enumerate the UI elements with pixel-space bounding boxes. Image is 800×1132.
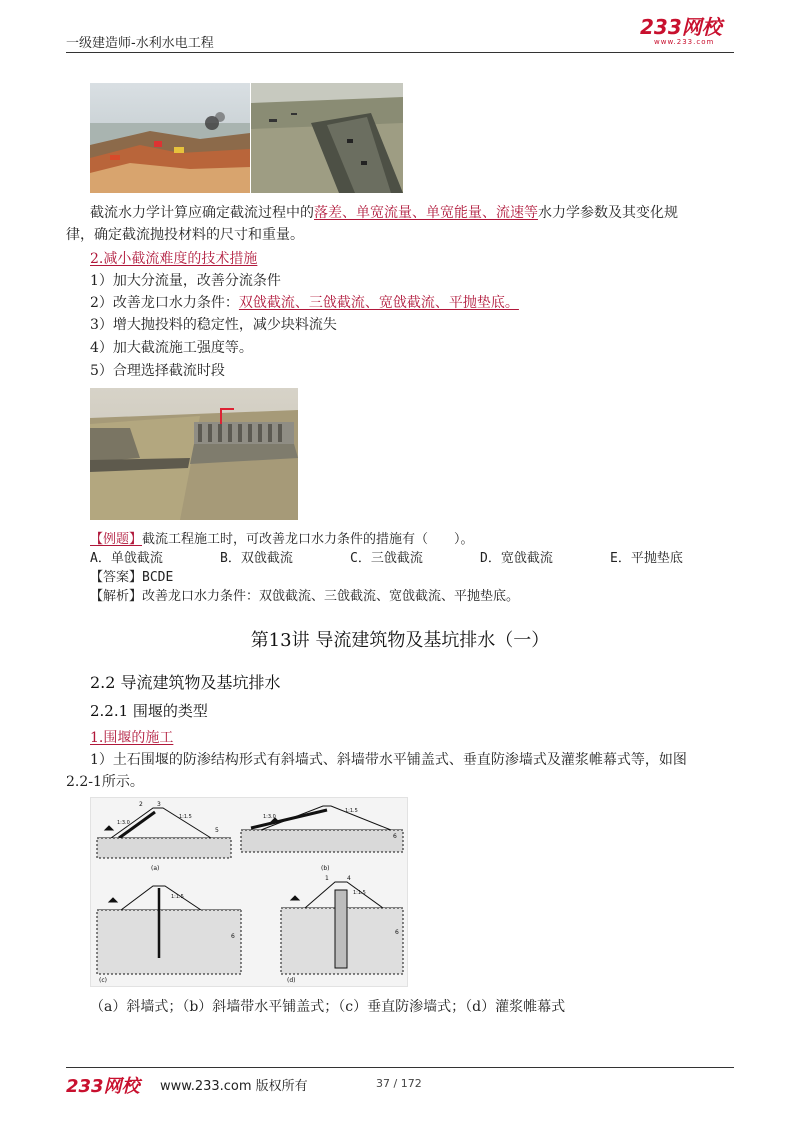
measure-item-2-label: 2）改善龙口水力条件： [90, 295, 239, 311]
example-analysis: 【解析】改善龙口水力条件：双戗截流、三戗截流、宽戗截流、平抛垫底。 [90, 589, 520, 604]
measures-subheading: 2.减小截流难度的技术措施 [90, 251, 258, 267]
example-option-a: A．单戗截流 [90, 551, 163, 566]
example-option-d: D．宽戗截流 [480, 551, 553, 566]
measure-item-2-highlight: 双戗截流、三戗截流、宽戗截流、平抛垫底。 [238, 295, 519, 311]
hydraulic-paragraph-line1 [90, 202, 750, 224]
footer-logo: 233网校 [66, 1076, 140, 1097]
diagram-label-a: (a) [151, 865, 160, 872]
example-option-e: E．平抛垫底 [610, 551, 683, 566]
figure-caption: （a）斜墙式；（b）斜墙带水平铺盖式；（c）垂直防渗墙式；（d）灌浆帷幕式 [90, 999, 566, 1015]
section-heading-2-2-1: 2.2.1 围堰的类型 [90, 702, 208, 720]
hydraulic-text-suffix: 水力学参数及其变化规 [538, 205, 678, 221]
diagram-label-n4: 4 [347, 875, 351, 882]
footer-rule [66, 1067, 734, 1068]
cofferdam-diagram [90, 797, 408, 987]
diagram-b [241, 806, 403, 852]
measure-item-5: 5）合理选择截流时段 [90, 363, 225, 379]
header-logo-text: 233网校 [640, 15, 722, 39]
closure-photo-left [90, 83, 250, 193]
diagram-a [97, 808, 231, 858]
hydraulic-highlight: 落差、单宽流量、单宽能量、流速等 [314, 205, 538, 221]
measure-item-1: 1）加大分流量，改善分流条件 [90, 273, 281, 289]
section-heading-2-2: 2.2 导流建筑物及基坑排水 [90, 673, 281, 692]
cofferdam-subheading: 1.围堰的施工 [90, 730, 174, 746]
footer-copyright: www.233.com 版权所有 [160, 1079, 308, 1094]
diagram-label-n3: 3 [157, 801, 161, 808]
example-answer: 【答案】BCDE [90, 570, 174, 585]
diagram-slope-a2: 1:1.5 [179, 814, 192, 820]
header-rule [66, 52, 734, 53]
header-logo-url: www.233.com [654, 38, 715, 46]
cofferdam-paragraph-line1: 1）土石围堰的防渗结构形式有斜墙式、斜墙带水平铺盖式、垂直防渗墙式及灌浆帷幕式等，如图 [90, 752, 687, 768]
example-label: 【例题】 [90, 532, 143, 547]
dam-aerial-photo [90, 388, 298, 520]
measure-item-3: 3）增大抛投料的稳定性，减少块料流失 [90, 317, 337, 333]
measure-item-2 [90, 292, 519, 314]
page-number: 37 / 172 [376, 1077, 422, 1090]
example-option-c: C．三戗截流 [350, 551, 423, 566]
diagram-label-c: (c) [99, 977, 107, 984]
measure-item-4: 4）加大截流施工强度等。 [90, 340, 253, 356]
lecture-title: 第13讲 导流建筑物及基坑排水（一） [250, 630, 550, 651]
diagram-d [281, 882, 403, 974]
diagram-label-n2: 2 [139, 801, 143, 808]
example-question-line [90, 528, 474, 547]
diagram-slope-b2: 1:1.5 [345, 808, 358, 814]
diagram-label-n6: 6 [393, 833, 397, 840]
diagram-slope-b: 1:3.0 [263, 814, 276, 820]
diagram-label-n6d: 6 [395, 929, 399, 936]
cofferdam-paragraph-line2: 2.2-1所示。 [66, 774, 144, 790]
hydraulic-paragraph-line2: 律，确定截流抛投材料的尺寸和重量。 [66, 227, 304, 243]
example-option-b: B．双戗截流 [220, 551, 293, 566]
diagram-label-d: (d) [287, 977, 296, 984]
header-logo [640, 16, 740, 50]
diagram-label-n5: 5 [215, 827, 219, 834]
diagram-c [97, 886, 241, 974]
diagram-label-n6c: 6 [231, 933, 235, 940]
header-title: 一级建造师-水利水电工程 [66, 36, 214, 51]
diagram-slope-a: 1:3.0 [117, 820, 130, 826]
diagram-slope-d: 1:1.5 [353, 890, 366, 896]
closure-photo-right [251, 83, 403, 193]
diagram-label-b: (b) [321, 865, 330, 872]
diagram-label-n1: 1 [325, 875, 329, 882]
hydraulic-text-prefix: 截流水力学计算应确定截流过程中的 [90, 205, 314, 221]
diagram-slope-c: 1:1.5 [171, 894, 184, 900]
example-question: 截流工程施工时，可改善龙口水力条件的措施有（ ）。 [142, 532, 474, 547]
